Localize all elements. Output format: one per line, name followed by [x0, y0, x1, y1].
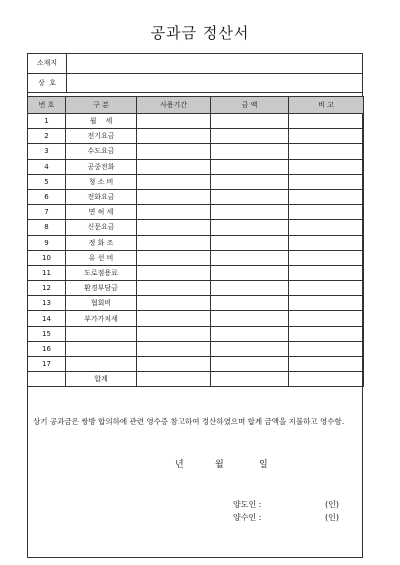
- transferee-label: 양수인 :: [233, 513, 262, 522]
- table-row: [28, 114, 364, 129]
- row-period: [137, 311, 211, 326]
- row-period: [137, 114, 211, 129]
- header-amount: 금 액: [211, 97, 289, 114]
- row-category: 부가가치세: [66, 311, 137, 326]
- settlement-note: 상기 공과금은 쌍방 합의하에 관련 영수증 참고하여 정산하였으며 합계 금액을 지불하고 영수함.: [33, 417, 345, 426]
- transferor-seal: (인): [325, 500, 339, 509]
- row-period: [137, 174, 211, 189]
- row-remarks: [289, 341, 364, 356]
- row-number: 13: [28, 296, 66, 311]
- row-period: [137, 129, 211, 144]
- row-amount: [211, 174, 289, 189]
- table-row: [28, 205, 364, 220]
- row-remarks: [289, 174, 364, 189]
- table-row: [28, 281, 364, 296]
- location-label: 소재지: [28, 54, 67, 74]
- table-row: [28, 311, 364, 326]
- header-no: 번 호: [28, 97, 66, 114]
- table-row: [28, 220, 364, 235]
- table-row: [28, 265, 364, 280]
- row-number: 1: [28, 114, 66, 129]
- row-number: 11: [28, 265, 66, 280]
- row-number: 14: [28, 311, 66, 326]
- row-number: 8: [28, 220, 66, 235]
- row-number: 15: [28, 326, 66, 341]
- row-category: 정 화 조: [66, 235, 137, 250]
- row-period: [137, 326, 211, 341]
- row-remarks: [289, 220, 364, 235]
- document-title: 공과금 정산서: [150, 24, 250, 42]
- row-amount: [211, 114, 289, 129]
- total-remarks-cell: [289, 372, 364, 387]
- table-row: [28, 144, 364, 159]
- table-row: [28, 129, 364, 144]
- date-year: 년: [175, 460, 184, 470]
- table-row: [28, 235, 364, 250]
- row-number: 6: [28, 189, 66, 204]
- row-amount: [211, 220, 289, 235]
- row-category: 도로점용료: [66, 265, 137, 280]
- total-row: [28, 372, 364, 387]
- row-period: [137, 189, 211, 204]
- row-number: 3: [28, 144, 66, 159]
- row-period: [137, 220, 211, 235]
- row-amount: [211, 235, 289, 250]
- row-number: 5: [28, 174, 66, 189]
- row-period: [137, 159, 211, 174]
- row-remarks: [289, 114, 364, 129]
- row-amount: [211, 129, 289, 144]
- row-amount: [211, 159, 289, 174]
- row-remarks: [289, 296, 364, 311]
- table-row: [28, 326, 364, 341]
- row-category: 신문요금: [66, 220, 137, 235]
- name-row: [28, 73, 363, 93]
- total-period-cell: [137, 372, 211, 387]
- table-row: [28, 296, 364, 311]
- row-number: 4: [28, 159, 66, 174]
- table-row: [28, 250, 364, 265]
- row-period: [137, 281, 211, 296]
- total-label: 합계: [66, 372, 137, 387]
- row-number: 17: [28, 357, 66, 372]
- table-row: [28, 174, 364, 189]
- row-remarks: [289, 265, 364, 280]
- row-category: [66, 357, 137, 372]
- table-row: [28, 357, 364, 372]
- name-label: 상 호: [28, 73, 67, 93]
- row-remarks: [289, 129, 364, 144]
- row-amount: [211, 326, 289, 341]
- table-row: [28, 341, 364, 356]
- row-category: 협회비: [66, 296, 137, 311]
- row-remarks: [289, 235, 364, 250]
- row-period: [137, 144, 211, 159]
- date-day: 일: [259, 460, 268, 470]
- location-value: [67, 54, 363, 74]
- row-amount: [211, 250, 289, 265]
- table-header-row: [28, 97, 364, 114]
- total-no-cell: [28, 372, 66, 387]
- location-row: [28, 54, 363, 74]
- row-amount: [211, 144, 289, 159]
- row-amount: [211, 341, 289, 356]
- row-category: [66, 341, 137, 356]
- row-amount: [211, 205, 289, 220]
- row-period: [137, 265, 211, 280]
- row-period: [137, 357, 211, 372]
- row-category: 환경부담금: [66, 281, 137, 296]
- row-remarks: [289, 357, 364, 372]
- row-remarks: [289, 311, 364, 326]
- info-table: [27, 53, 363, 93]
- row-remarks: [289, 205, 364, 220]
- transferor-label: 양도인 :: [233, 500, 262, 509]
- row-period: [137, 250, 211, 265]
- row-category: [66, 326, 137, 341]
- row-category: 면 허 세: [66, 205, 137, 220]
- total-amount-cell: [211, 372, 289, 387]
- table-row: [28, 159, 364, 174]
- header-remarks: 비 고: [289, 97, 364, 114]
- transferee-seal: (인): [325, 513, 339, 522]
- row-amount: [211, 296, 289, 311]
- row-category: 전기요금: [66, 129, 137, 144]
- row-period: [137, 296, 211, 311]
- row-period: [137, 341, 211, 356]
- row-category: 전화요금: [66, 189, 137, 204]
- row-category: 수도요금: [66, 144, 137, 159]
- row-amount: [211, 281, 289, 296]
- row-category: 월 세: [66, 114, 137, 129]
- row-number: 2: [28, 129, 66, 144]
- row-remarks: [289, 144, 364, 159]
- row-number: 9: [28, 235, 66, 250]
- row-amount: [211, 357, 289, 372]
- row-category: 공중전화: [66, 159, 137, 174]
- date-month: 월: [215, 460, 224, 470]
- row-amount: [211, 311, 289, 326]
- row-number: 12: [28, 281, 66, 296]
- row-remarks: [289, 250, 364, 265]
- row-remarks: [289, 326, 364, 341]
- row-remarks: [289, 281, 364, 296]
- row-period: [137, 205, 211, 220]
- header-category: 구 분: [66, 97, 137, 114]
- row-category: 청 소 비: [66, 174, 137, 189]
- name-value: [67, 73, 363, 93]
- expense-table: [27, 96, 364, 387]
- row-amount: [211, 265, 289, 280]
- table-row: [28, 189, 364, 204]
- row-amount: [211, 189, 289, 204]
- row-remarks: [289, 159, 364, 174]
- row-category: 유 선 비: [66, 250, 137, 265]
- row-number: 7: [28, 205, 66, 220]
- row-number: 16: [28, 341, 66, 356]
- row-number: 10: [28, 250, 66, 265]
- header-period: 사용기간: [137, 97, 211, 114]
- row-period: [137, 235, 211, 250]
- row-remarks: [289, 189, 364, 204]
